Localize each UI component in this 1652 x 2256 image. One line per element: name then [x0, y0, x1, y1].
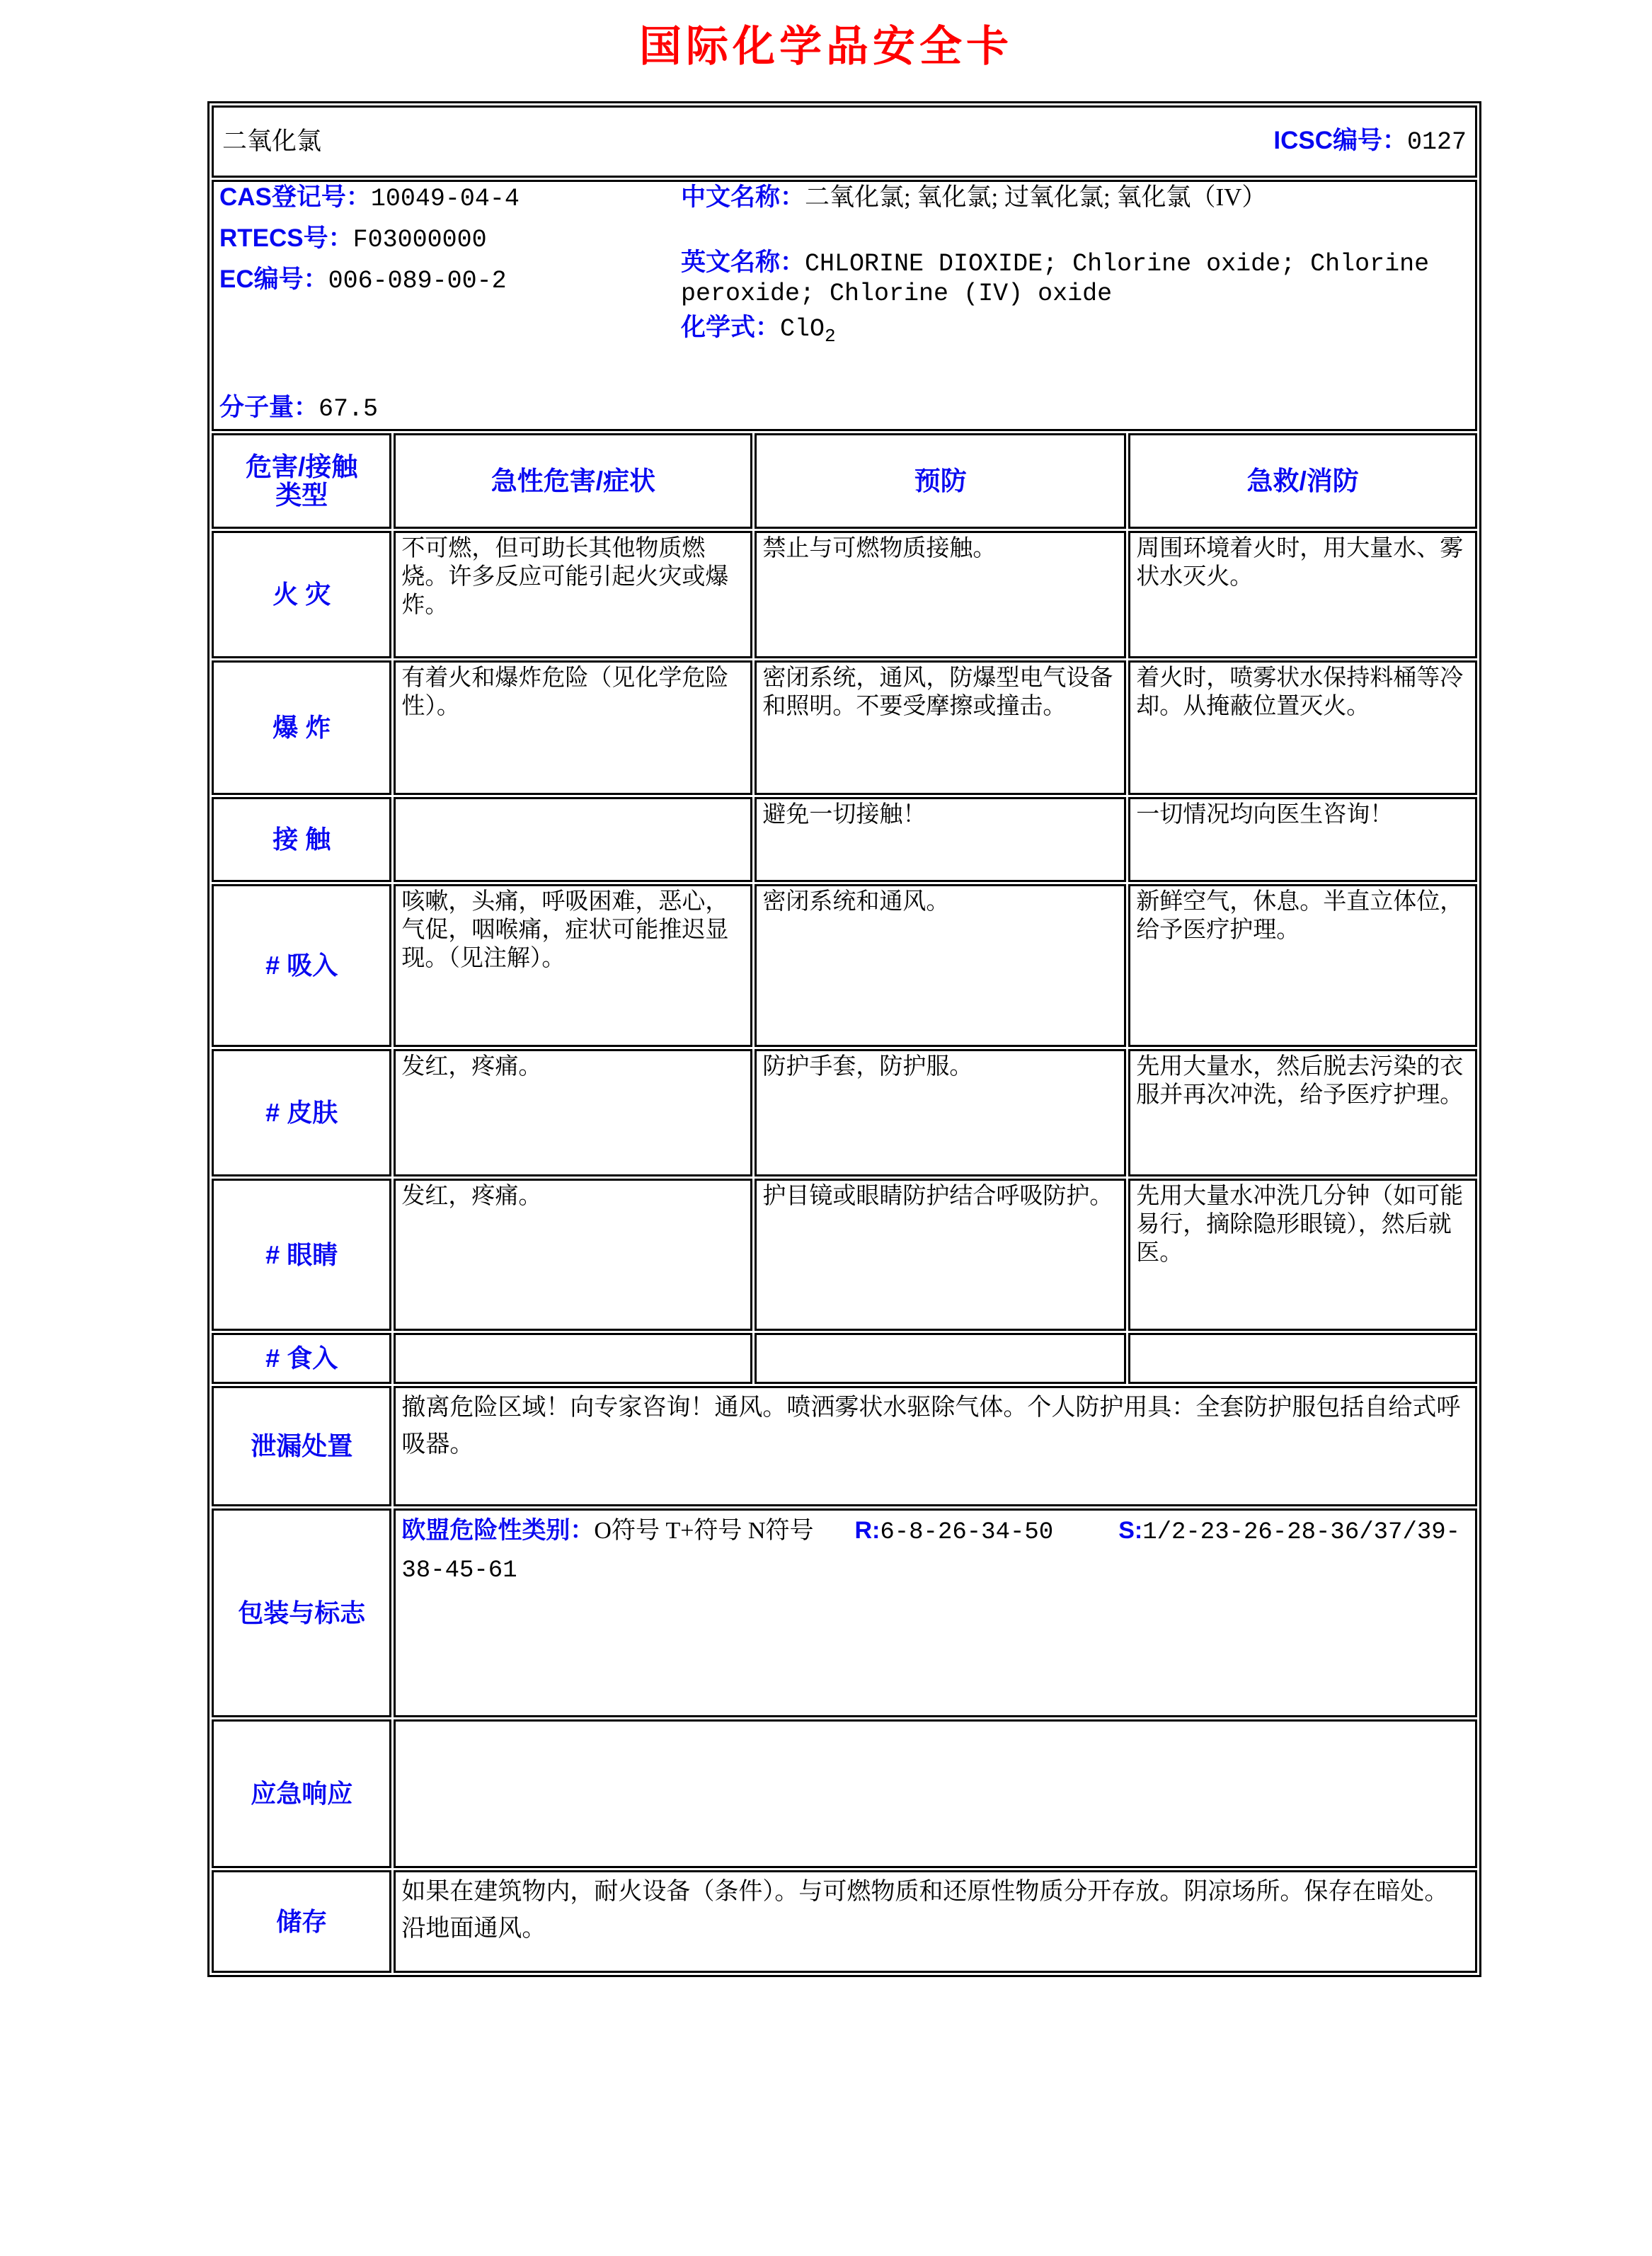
- icsc-number-label: ICSC编号：: [1273, 127, 1407, 154]
- section-row-packaging: [212, 1508, 1477, 1717]
- identification-cell: [212, 180, 1477, 431]
- chinese-name-value: 二氧化氯; 氧化氯; 过氧化氯; 氧化氯（IV）: [805, 183, 1267, 211]
- formula-label: 化学式：: [681, 314, 781, 341]
- header-symptoms: 急性危害/症状: [394, 433, 752, 529]
- explosion-symptoms: 有着火和爆炸危险（见化学危险性）。: [394, 660, 752, 795]
- english-name-label: 英文名称：: [681, 248, 805, 276]
- hazard-row-contact: [212, 797, 1477, 882]
- page-title: 国际化学品安全卡: [639, 23, 1013, 70]
- formula-value: ClO$_2$: [780, 315, 836, 347]
- cas-value: 10049-04-4: [370, 185, 520, 213]
- chinese-name-label: 中文名称：: [681, 183, 805, 211]
- identification-row: [212, 180, 1477, 431]
- r-value: 6-8-26-34-50: [880, 1519, 1054, 1546]
- fire-prevention: 禁止与可燃物质接触。: [755, 531, 1126, 658]
- hazard-row-fire: [212, 531, 1477, 658]
- header-hazard-type: 危害/接触 类型: [212, 433, 391, 529]
- contact-symptoms: [394, 797, 752, 882]
- rtecs-value: F03000000: [352, 226, 487, 254]
- s-value: 1/2-23-26-28-36/37/39-38-45-61: [401, 1519, 1461, 1584]
- fire-first-aid: 周围环境着火时，用大量水、雾状水灭火。: [1128, 531, 1477, 658]
- spillage-label: 泄漏处置: [212, 1386, 391, 1506]
- header-prevention: 预防: [755, 433, 1126, 529]
- hazard-row-eyes: [212, 1179, 1477, 1331]
- inhalation-prevention: 密闭系统和通风。: [755, 884, 1126, 1047]
- icsc-number-value: 0127: [1406, 128, 1467, 156]
- emergency-label: 应急响应: [212, 1719, 391, 1868]
- hazard-type-ingestion: # 食入: [212, 1333, 391, 1384]
- hazard-type-skin: # 皮肤: [212, 1049, 391, 1176]
- packaging-content: [394, 1508, 1477, 1717]
- explosion-first-aid: 着火时，喷雾状水保持料桶等冷却。从掩蔽位置灭火。: [1128, 660, 1477, 795]
- s-label: S:: [1118, 1517, 1143, 1544]
- section-row-spillage: [212, 1386, 1477, 1506]
- eu-class-label: 欧盟危险性类别：: [401, 1517, 595, 1544]
- substance-name: 二氧化氯: [222, 127, 322, 155]
- contact-first-aid: 一切情况均向医生咨询！: [1128, 797, 1477, 882]
- spillage-content: 撤离危险区域！向专家咨询！通风。喷洒雾状水驱除气体。个人防护用具：全套防护服包括自给式呼吸器。: [394, 1386, 1477, 1506]
- contact-prevention: 避免一切接触！: [755, 797, 1126, 882]
- skin-first-aid: 先用大量水，然后脱去污染的衣服并再次冲洗，给予医疗护理。: [1128, 1049, 1477, 1176]
- ec-value: 006-089-00-2: [328, 267, 507, 295]
- eu-symbols: O符号 T+符号 N符号: [594, 1518, 814, 1544]
- hazard-row-ingestion: [212, 1333, 1477, 1384]
- header-first-aid: 急救/消防: [1128, 433, 1477, 529]
- inhalation-symptoms: 咳嗽，头痛，呼吸困难，恶心，气促，咽喉痛，症状可能推迟显现。（见注解）。: [394, 884, 752, 1047]
- eyes-first-aid: 先用大量水冲洗几分钟（如可能易行，摘除隐形眼镜），然后就医。: [1128, 1179, 1477, 1331]
- column-header-row: [212, 433, 1477, 529]
- card-header-row: [212, 105, 1477, 178]
- ingestion-symptoms: [394, 1333, 752, 1384]
- hazard-row-explosion: [212, 660, 1477, 795]
- icsc-number-group: [1273, 127, 1467, 156]
- section-row-storage: [212, 1870, 1477, 1973]
- ec-label: EC编号：: [219, 265, 328, 293]
- identification-left-column: [219, 183, 681, 428]
- rtecs-label: RTECS号：: [219, 224, 353, 252]
- english-name-value: CHLORINE DIOXIDE; Chlorine oxide; Chlorine peroxide; Chlorine (IV) oxide: [681, 250, 1430, 308]
- molecular-weight-value: 67.5: [319, 395, 379, 423]
- hazard-row-inhalation: [212, 884, 1477, 1047]
- cas-label: CAS登记号：: [219, 183, 371, 211]
- packaging-label: 包装与标志: [212, 1508, 391, 1717]
- card-header-cell: [212, 105, 1477, 178]
- skin-symptoms: 发红，疼痛。: [394, 1049, 752, 1176]
- explosion-prevention: 密闭系统，通风，防爆型电气设备和照明。不要受摩擦或撞击。: [755, 660, 1126, 795]
- r-label: R:: [854, 1517, 881, 1544]
- hazard-type-contact: 接 触: [212, 797, 391, 882]
- hazard-type-eyes: # 眼睛: [212, 1179, 391, 1331]
- ingestion-first-aid: [1128, 1333, 1477, 1384]
- formula-subscript: 2: [825, 326, 836, 347]
- ingestion-prevention: [755, 1333, 1126, 1384]
- section-row-emergency: [212, 1719, 1477, 1868]
- eyes-symptoms: 发红，疼痛。: [394, 1179, 752, 1331]
- hazard-type-inhalation: # 吸入: [212, 884, 391, 1047]
- inhalation-first-aid: 新鲜空气，休息。半直立体位，给予医疗护理。: [1128, 884, 1477, 1047]
- hazard-row-skin: [212, 1049, 1477, 1176]
- fire-symptoms: 不可燃，但可助长其他物质燃烧。许多反应可能引起火灾或爆炸。: [394, 531, 752, 658]
- storage-label: 储存: [212, 1870, 391, 1973]
- molecular-weight-label: 分子量：: [219, 394, 319, 421]
- hazard-type-explosion: 爆 炸: [212, 660, 391, 795]
- emergency-content: [394, 1719, 1477, 1868]
- identification-right-column: [681, 183, 1469, 428]
- icsc-card-table: [207, 101, 1481, 1977]
- hazard-type-fire: 火 灾: [212, 531, 391, 658]
- skin-prevention: 防护手套，防护服。: [755, 1049, 1126, 1176]
- eyes-prevention: 护目镜或眼睛防护结合呼吸防护。: [755, 1179, 1126, 1331]
- storage-content: 如果在建筑物内，耐火设备（条件）。与可燃物质和还原性物质分开存放。阴凉场所。保存在暗处。沿地面通风。: [394, 1870, 1477, 1973]
